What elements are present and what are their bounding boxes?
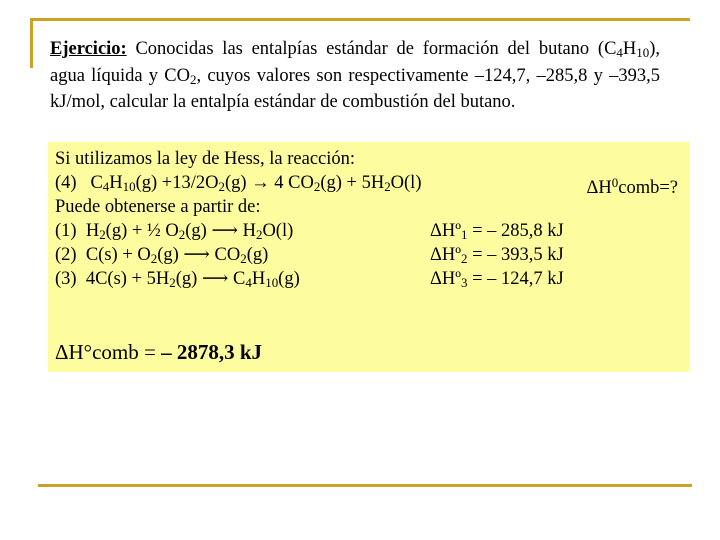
accent-rule-top [30,18,690,21]
problem-statement: Ejercicio: Conocidas las entalpías estándar de formación del butano $(C_4H_{10})$, agua líquida y $CO_2$, cuyos valores son respectivamente –124,7, –285,8 y –393,5 kJ/mol, calcular la entalpía estándar de combustión del butano. [50,39,660,113]
step-reaction-2: (2) $C(s) + O_2(g)$ ⟶ $CO_2(g)$ [55,245,269,267]
accent-rule-bottom [38,484,692,487]
problem-lead: Ejercicio: [50,39,127,59]
solution-box [48,142,690,372]
step-reaction-3: (3) $4C(s) + 5H_2(g)$ ⟶ $C_4H_{10}(g)$ [55,269,300,291]
combustion-enthalpy-result: ΔH°comb = – 2878,3 kJ [55,340,263,364]
target-reaction: (4) $C_4H_{10}(g) +13/2O_2(g) \to 4$ $CO_2(g) + 5H_2O(l)$ [55,173,422,195]
solution-intro: Si utilizamos la ley de Hess, la reacción: [55,149,356,169]
target-enthalpy: $\Delta H^0comb=$? [586,175,678,198]
accent-rule-vertical [30,18,33,68]
step-enthalpy-2: ΔHº$_2$ = – 393,5 kJ [430,245,564,267]
step-enthalpy-3: ΔHº$_3$ = – 124,7 kJ [430,269,564,291]
step-enthalpy-1: ΔHº$_1$ = – 285,8 kJ [430,221,564,243]
step-reaction-1: (1) $H_2(g)$ + ½ $O_2(g)$ ⟶ $H_2O(l)$ [55,221,294,243]
from-text: Puede obtenerse a partir de: [55,197,261,217]
